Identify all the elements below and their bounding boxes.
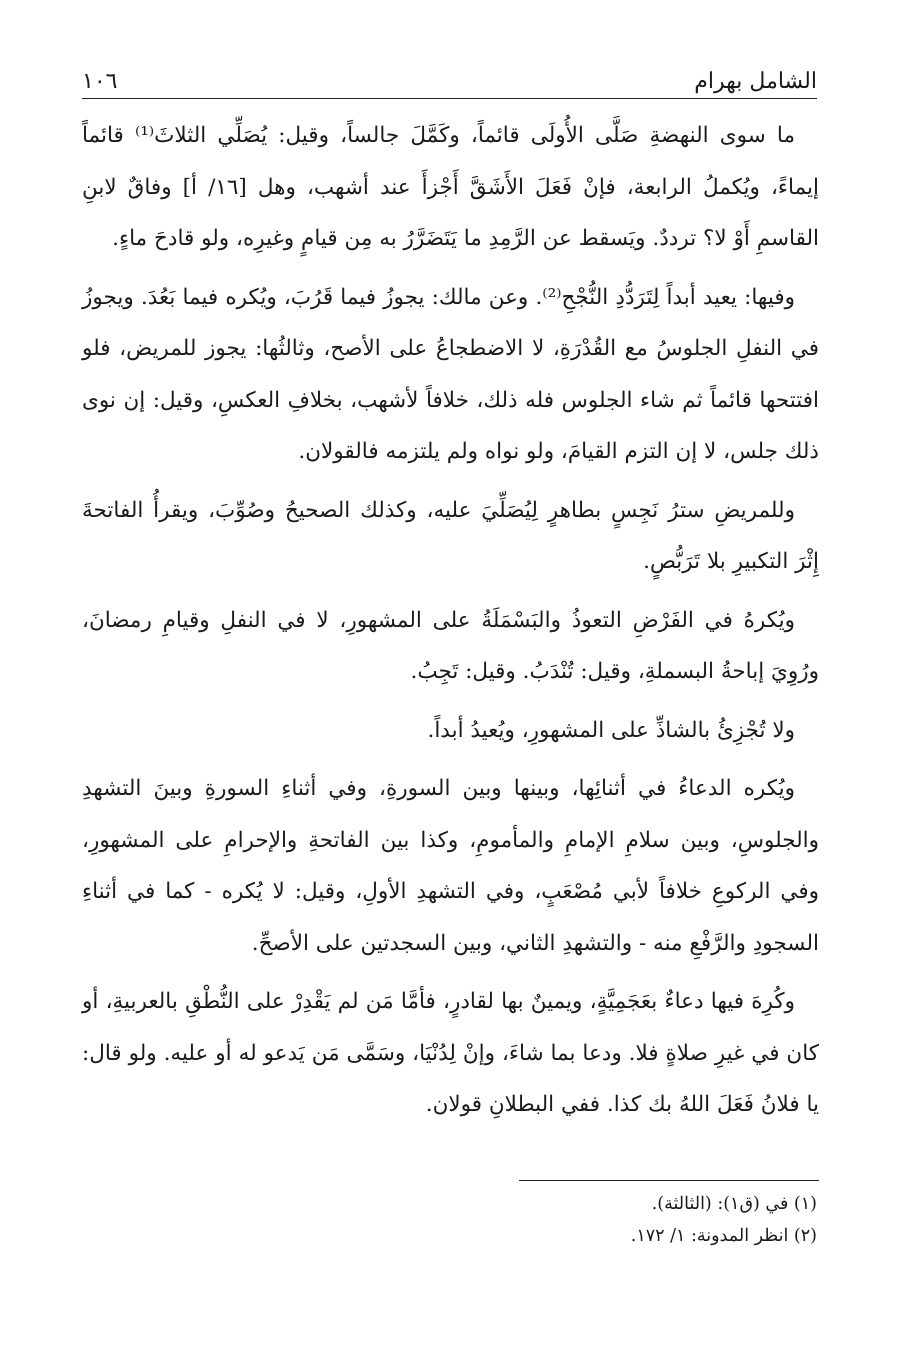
paragraph: ويُكره الدعاءُ في أثنائِها، وبينها وبين السورةِ، وفي أثناءِ السورةِ وبينَ التشهدِ والجلوسِ، وبين سلامِ الإمامِ والمأمومِ، وكذا بين الفاتحةِ والإحرامِ على المشهورِ، وفي الركوعِ خلافاً لأبي مُصْعَبٍ، وفي التشهدِ الأولِ، وقيل: لا يُكره - كما في أثناءِ السجودِ والرَّفْعِ منه - والتشهدِ الثاني، وبين السجدتين على الأصحِّ.: [82, 776, 819, 956]
paragraph: ويُكرهُ في الفَرْضِ التعوذُ والبَسْمَلَةُ على المشهورِ، لا في النفلِ وقيامِ رمضانَ، ورُوِيَ إباحةُ البسملةِ، وقيل: تُنْدَبُ. وقيل: تَجِبُ.: [82, 607, 819, 684]
footnotes: [82, 1188, 817, 1252]
paragraph: وكُرِهَ فيها دعاءٌ بعَجَمِيَّةٍ، ويمينٌ بها لقادرٍ، فأمَّا مَن لم يَقْدِرْ على النُّطْقِ بالعربيةِ، أو كان في غيرِ صلاةٍ فلا. ودعا بما شاءَ، وإنْ لِدُنْيَا، وسَمَّى مَن يَدعو له أو عليه. ولو قال: يا فلانُ فَعَلَ اللهُ بك كذا. ففي البطلانِ قولان.: [82, 989, 819, 1117]
header-rule: [82, 98, 817, 99]
running-title: الشامل بهرام: [694, 69, 817, 94]
paragraph: ما سوى النهضةِ صَلَّى الأُولَى قائماً، وكَمَّلَ جالساً، وقيل: يُصَلِّي الثلاثَ⁽¹⁾ قائماً إيماءً، ويُكملُ الرابعة، فإنْ فَعَلَ الأَشَقَّ أَجْزأَ عند أشهب، وهل [١٦/ أ] وفاقٌ لابنِ القاسمِ أَوْ لا؟ ترددٌ. ويَسقط عن الرَّمِدِ ما يَتَضَرَّرُ به مِن قيامٍ وغيرِه، ولو قادحَ ماءٍ.: [82, 123, 819, 251]
footnote: (٢) انظر المدونة: ١/ ١٧٢.: [630, 1226, 817, 1246]
footnote: (١) في (ق١): (الثالثة).: [651, 1194, 817, 1214]
footnote-rule: [519, 1180, 819, 1181]
page-header: [82, 50, 817, 98]
paragraph: ولا تُجْزِئُ بالشاذِّ على المشهورِ، ويُعيدُ أبداً.: [427, 717, 795, 743]
body-text: [82, 110, 819, 1138]
paragraph: وفيها: يعيد أبداً لِتَرَدُّدِ النُّجْحِ⁽²⁾. وعن مالك: يجوزُ فيما قَرُبَ، ويُكره فيما بَعُدَ. ويجوزُ في النفلِ الجلوسُ مع القُدْرَةِ، لا الاضطجاعُ على الأصح، وثالثُها: يجوز للمريض، فلو افتتحها قائماً ثم شاء الجلوس فله ذلك، خلافاً لأشهب، بخلافِ العكسِ، وقيل: إن نوى ذلك جلس، لا إن التزم القيامَ، ولو نواه ولم يلتزمه فالقولان.: [82, 284, 819, 464]
paragraph: وللمريضِ سترُ نَجِسٍ بطاهرٍ لِيُصَلِّيَ عليه، وكذلك الصحيحُ وصُوِّبَ، ويقرأُ الفاتحةَ إِثْرَ التكبيرِ بلا تَرَبُّصٍ.: [82, 497, 819, 574]
page-number: ١٠٦: [82, 69, 118, 94]
